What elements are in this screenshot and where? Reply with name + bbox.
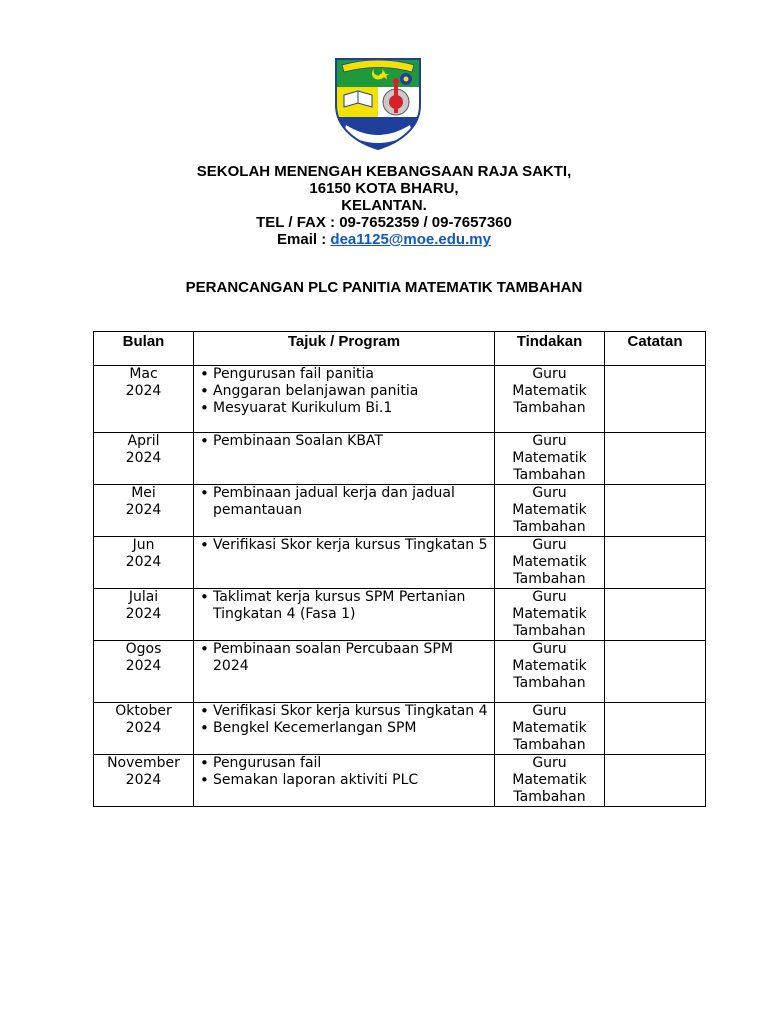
table-row — [94, 641, 706, 703]
action-line: Matematik — [512, 772, 587, 788]
action-cell — [495, 433, 605, 485]
action-cell — [495, 641, 605, 703]
program-item: • Pembinaan Soalan KBAT — [199, 433, 490, 450]
school-state: KELANTAN. — [341, 197, 427, 214]
action-cell — [495, 485, 605, 537]
table-header-row — [94, 332, 706, 366]
school-phone: TEL / FAX : 09-7652359 / 09-7657360 — [256, 214, 512, 231]
action-line: Guru — [532, 755, 567, 771]
program-item: • Anggaran belanjawan panitia — [199, 383, 490, 400]
action-line: Guru — [532, 366, 567, 382]
action-line: Tambahan — [513, 400, 586, 416]
letterhead — [0, 163, 768, 248]
column-header-tajuk: Tajuk / Program — [194, 332, 495, 366]
month-year: 2024 — [125, 720, 162, 736]
school-name: SEKOLAH MENENGAH KEBANGSAAN RAJA SAKTI, — [196, 163, 572, 180]
note-cell — [605, 703, 706, 755]
email-link[interactable]: dea1125@moe.edu.my — [330, 231, 491, 248]
month-name: Mac — [129, 366, 158, 382]
month-name: April — [127, 433, 160, 449]
note-cell — [605, 433, 706, 485]
action-line: Tambahan — [513, 789, 586, 805]
action-line: Guru — [532, 703, 567, 719]
program-item: • Verifikasi Skor kerja kursus Tingkatan 5 — [199, 537, 490, 554]
month-cell — [94, 537, 194, 589]
program-cell — [194, 433, 495, 485]
action-line: Matematik — [512, 502, 587, 518]
action-line: Matematik — [512, 720, 587, 736]
program-item: • Pengurusan fail — [199, 755, 490, 772]
month-name: Oktober — [115, 703, 172, 719]
month-year: 2024 — [125, 658, 162, 674]
month-year: 2024 — [125, 502, 162, 518]
school-crest — [332, 53, 424, 151]
month-cell — [94, 366, 194, 433]
action-line: Guru — [532, 537, 567, 553]
program-cell — [194, 485, 495, 537]
program-item: • Pengurusan fail panitia — [199, 366, 490, 383]
note-cell — [605, 589, 706, 641]
column-header-tindakan: Tindakan — [495, 332, 605, 366]
program-cell — [194, 537, 495, 589]
column-header-catatan: Catatan — [605, 332, 706, 366]
action-line: Tambahan — [513, 623, 586, 639]
note-cell — [605, 485, 706, 537]
table-row — [94, 433, 706, 485]
program-cell — [194, 755, 495, 807]
action-line: Guru — [532, 433, 567, 449]
table-row — [94, 366, 706, 433]
plc-plan-table — [93, 331, 706, 807]
email-label: Email : — [277, 231, 331, 248]
month-cell — [94, 485, 194, 537]
note-cell — [605, 641, 706, 703]
action-line: Matematik — [512, 658, 587, 674]
action-line: Guru — [532, 641, 567, 657]
program-cell — [194, 703, 495, 755]
action-line: Matematik — [512, 383, 587, 399]
month-year: 2024 — [125, 554, 162, 570]
action-cell — [495, 589, 605, 641]
month-year: 2024 — [125, 383, 162, 399]
school-crest-icon — [332, 53, 424, 151]
month-year: 2024 — [125, 772, 162, 788]
month-cell — [94, 703, 194, 755]
month-cell — [94, 589, 194, 641]
month-name: Julai — [128, 589, 159, 605]
table-row — [94, 589, 706, 641]
action-line: Tambahan — [513, 571, 586, 587]
month-name: Ogos — [125, 641, 162, 657]
action-cell — [495, 703, 605, 755]
action-line: Tambahan — [513, 467, 586, 483]
school-postcode-city: 16150 KOTA BHARU, — [309, 180, 459, 197]
program-cell — [194, 589, 495, 641]
action-line: Guru — [532, 589, 567, 605]
month-year: 2024 — [125, 450, 162, 466]
action-line: Matematik — [512, 554, 587, 570]
action-line: Guru — [532, 485, 567, 501]
month-cell — [94, 641, 194, 703]
program-cell — [194, 366, 495, 433]
action-line: Tambahan — [513, 675, 586, 691]
program-item: • Taklimat kerja kursus SPM Pertanian Tingkatan 4 (Fasa 1) — [199, 589, 490, 623]
program-item: • Semakan laporan aktiviti PLC — [199, 772, 490, 789]
month-name: Mei — [131, 485, 156, 501]
program-item: • Pembinaan jadual kerja dan jadual pemantauan — [199, 485, 490, 519]
program-item: • Mesyuarat Kurikulum Bi.1 — [199, 400, 490, 417]
action-line: Matematik — [512, 606, 587, 622]
school-email-line — [0, 231, 768, 248]
table-row — [94, 537, 706, 589]
table-row — [94, 485, 706, 537]
action-cell — [495, 366, 605, 433]
program-item: • Verifikasi Skor kerja kursus Tingkatan 4 — [199, 703, 490, 720]
action-line: Matematik — [512, 450, 587, 466]
table-row — [94, 755, 706, 807]
action-cell — [495, 755, 605, 807]
month-cell — [94, 433, 194, 485]
action-line: Tambahan — [513, 737, 586, 753]
month-year: 2024 — [125, 606, 162, 622]
month-name: Jun — [132, 537, 155, 553]
note-cell — [605, 366, 706, 433]
action-cell — [495, 537, 605, 589]
month-name: November — [107, 755, 180, 771]
document-title: PERANCANGAN PLC PANITIA MATEMATIK TAMBAHAN — [185, 279, 583, 296]
column-header-bulan: Bulan — [94, 332, 194, 366]
month-cell — [94, 755, 194, 807]
program-item: • Pembinaan soalan Percubaan SPM 2024 — [199, 641, 490, 675]
note-cell — [605, 537, 706, 589]
table-row — [94, 703, 706, 755]
action-line: Tambahan — [513, 519, 586, 535]
note-cell — [605, 755, 706, 807]
program-cell — [194, 641, 495, 703]
program-item: • Bengkel Kecemerlangan SPM — [199, 720, 490, 737]
